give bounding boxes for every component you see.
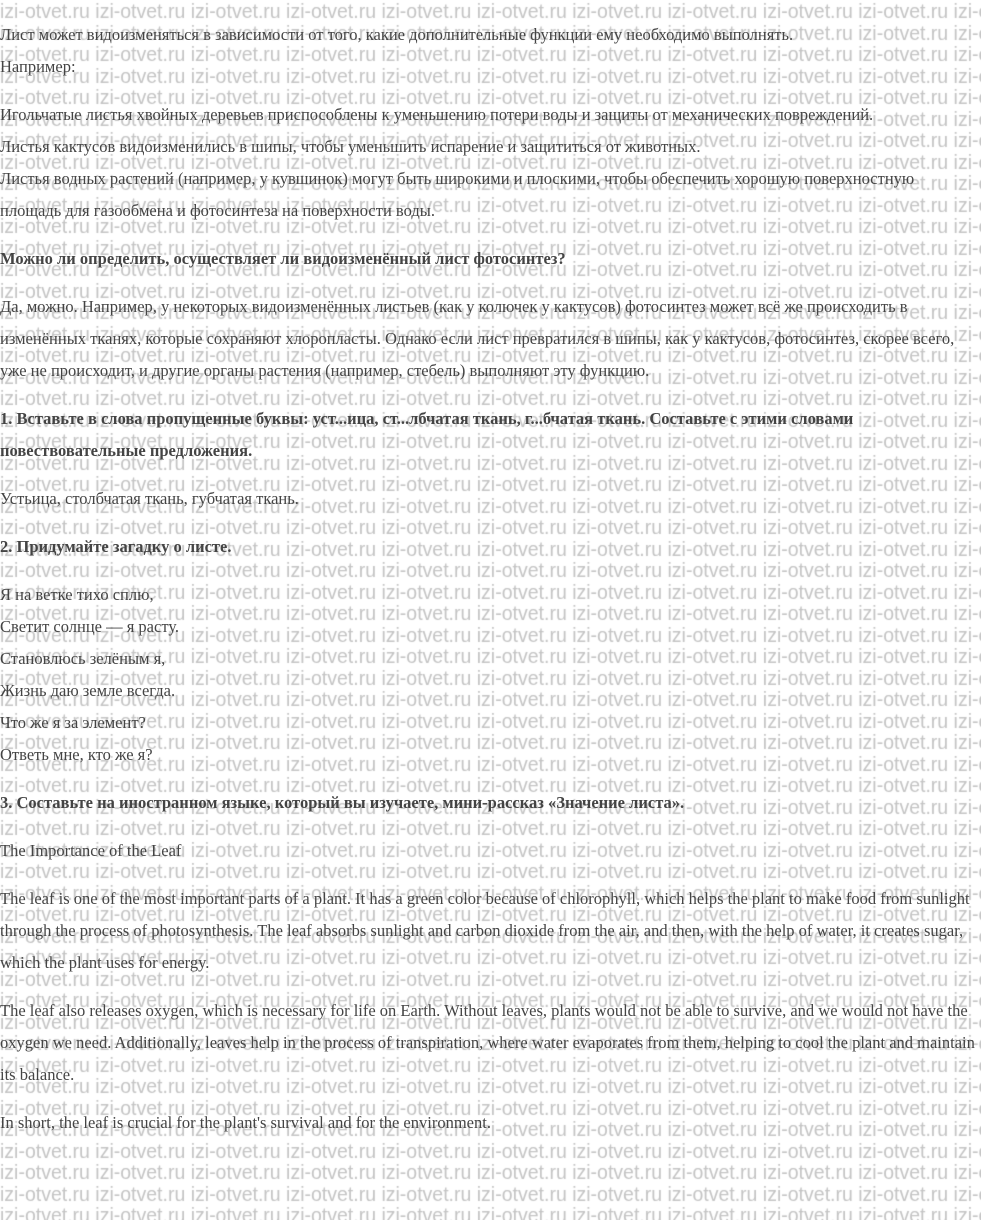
text-line: Я на ветке тихо сплю, (0, 585, 154, 604)
question-heading (0, 531, 978, 563)
question-heading (0, 787, 978, 819)
paragraph (0, 579, 978, 771)
text-line: The Importance of the Leaf (0, 841, 182, 860)
text-line: Лист может видоизменяться в зависимости от того, какие дополнительные функции ему необходимо выполнять. (0, 25, 794, 44)
question-heading (0, 243, 978, 275)
paragraph (0, 835, 978, 867)
text-line: Листья водных растений (например, у кувшинок) могут быть широкими и плоскими, чтобы обеспечить хорошую поверхностную площадь для газообмена и фотосинтеза на поверхности воды. (0, 169, 915, 220)
text-line: 3. Составьте на иностранном языке, который вы изучаете, мини-рассказ «Значение листа». (0, 793, 685, 812)
text-line: Ответь мне, кто же я? (0, 745, 153, 764)
text-line: Становлюсь зелёным я, (0, 649, 166, 668)
text-line: Жизнь даю земле всегда. (0, 681, 176, 700)
text-line: Что же я за элемент? (0, 713, 146, 732)
text-line: Игольчатые листья хвойных деревьев приспособлены к уменьшению потери воды и защиты от механических повреждений. (0, 105, 874, 124)
paragraph (0, 995, 978, 1091)
paragraph (0, 883, 978, 979)
paragraph (0, 19, 978, 83)
text-line: Можно ли определить, осуществляет ли видоизменённый лист фотосинтез? (0, 249, 566, 268)
paragraph (0, 483, 978, 515)
text-line: Устьица, столбчатая ткань, губчатая ткань. (0, 489, 299, 508)
text-line: Например: (0, 57, 76, 76)
text-line: Да, можно. Например, у некоторых видоизменённых листьев (как у колючек у кактусов) фотосинтез может всё же происходить в изменённых тканях, которые сохраняют хлоропласты. Однако если лист превратился в шипы, как у кактусов, фотосинтез, скорее всего, уже не происходит, и другие органы растения (например, стебель) выполняют эту функцию. (0, 297, 955, 380)
text-line: In short, the leaf is crucial for the plant's survival and for the environment. (0, 1113, 491, 1132)
paragraph (0, 291, 978, 387)
text-line: The leaf is one of the most important parts of a plant. It has a green color because of chlorophyll, which helps the plant to make food from sunlight through the process of photosynthesis. The leaf absorbs sunlight and carbon dioxide from the air, and then, with the help of water, it creates sugar, which the plant uses for energy. (0, 889, 970, 972)
text-line: Листья кактусов видоизменились в шипы, чтобы уменьшить испарение и защититься от животных. (0, 137, 701, 156)
text-line: 1. Вставьте в слова пропущенные буквы: уст...ица, ст...лбчатая ткань, г...бчатая ткань. Составьте с этими словами повествовательные предложения. (0, 409, 854, 460)
question-heading (0, 403, 978, 467)
paragraph (0, 1107, 978, 1139)
text-line: Светит солнце — я расту. (0, 617, 180, 636)
paragraph (0, 99, 978, 227)
text-line: The leaf also releases oxygen, which is necessary for life on Earth. Without leaves, plants would not be able to survive, and we would not have the oxygen we need. Additionally, leaves help in the process of transpiration, where water evaporates from them, helping to cool the plant and maintain its balance. (0, 1001, 975, 1084)
text-line: 2. Придумайте загадку о листе. (0, 537, 232, 556)
